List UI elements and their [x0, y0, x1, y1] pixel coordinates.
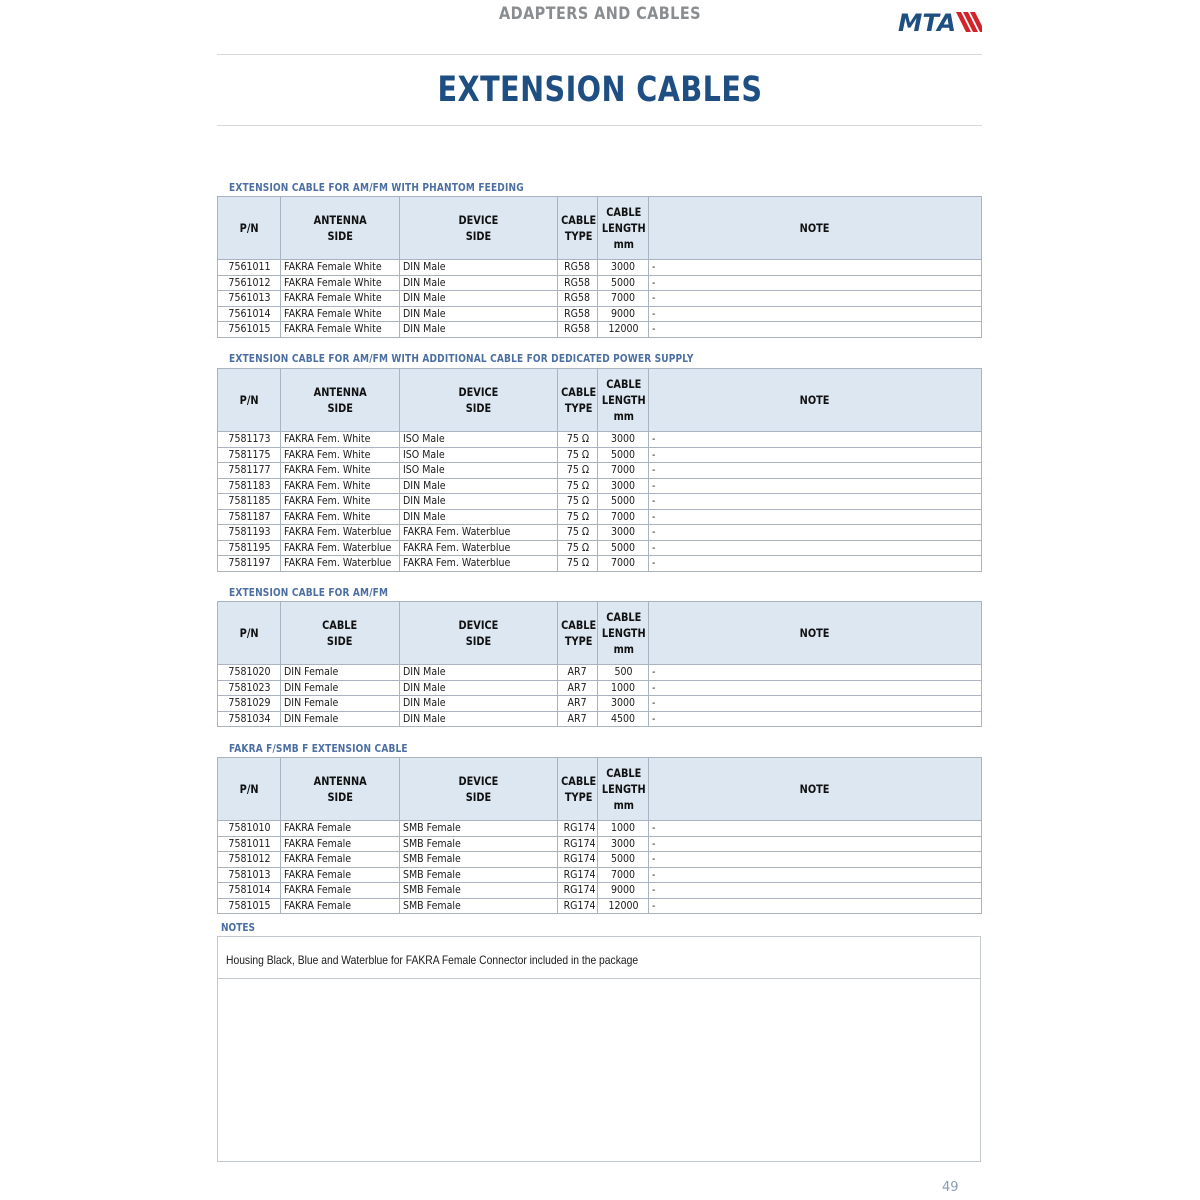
- table-cell: 5000: [598, 852, 649, 868]
- table-caption: FAKRA F/SMB F EXTENSION CABLE: [229, 742, 408, 755]
- table-cell: RG58: [558, 322, 598, 338]
- table-cell: 7581011: [218, 836, 281, 852]
- table-cell: 7561012: [218, 275, 281, 291]
- table-row: [218, 322, 982, 338]
- column-header: ANTENNA SIDE: [281, 369, 400, 432]
- table-cell: FAKRA Fem. White: [281, 478, 400, 494]
- column-header: ANTENNA SIDE: [281, 197, 400, 260]
- table-cell: -: [649, 463, 982, 479]
- table-cell: -: [649, 478, 982, 494]
- column-header: P/N: [218, 197, 281, 260]
- table-row: [218, 836, 982, 852]
- spec-table: [217, 196, 982, 338]
- table-cell: SMB Female: [400, 852, 558, 868]
- table-cell: 75 Ω: [558, 463, 598, 479]
- table-cell: 9000: [598, 306, 649, 322]
- column-header: CABLE SIDE: [281, 602, 400, 665]
- column-header: CABLE TYPE: [558, 758, 598, 821]
- table-row: [218, 867, 982, 883]
- table-cell: DIN Male: [400, 478, 558, 494]
- mta-logo: [896, 9, 982, 35]
- table-cell: 7581013: [218, 867, 281, 883]
- table-cell: 3000: [598, 696, 649, 712]
- table-cell: 75 Ω: [558, 478, 598, 494]
- table-cell: RG174: [558, 898, 598, 914]
- table-cell: -: [649, 867, 982, 883]
- table-cell: 5000: [598, 447, 649, 463]
- page-number: 49: [942, 1180, 959, 1195]
- table-row: [218, 540, 982, 556]
- table-cell: FAKRA Fem. White: [281, 447, 400, 463]
- column-header: P/N: [218, 602, 281, 665]
- table-cell: -: [649, 696, 982, 712]
- table-cell: RG174: [558, 852, 598, 868]
- table-cell: -: [649, 821, 982, 837]
- table-cell: -: [649, 665, 982, 681]
- table-caption: EXTENSION CABLE FOR AM/FM WITH PHANTOM FEEDING: [229, 181, 524, 194]
- table-cell: -: [649, 494, 982, 510]
- table-cell: 7581034: [218, 711, 281, 727]
- table-cell: FAKRA Female: [281, 867, 400, 883]
- table-cell: DIN Male: [400, 711, 558, 727]
- table-cell: SMB Female: [400, 867, 558, 883]
- table-row: [218, 852, 982, 868]
- table-cell: 3000: [598, 432, 649, 448]
- table-cell: 7000: [598, 867, 649, 883]
- table-cell: DIN Female: [281, 665, 400, 681]
- logo-text: MTA: [898, 9, 956, 35]
- table-cell: AR7: [558, 711, 598, 727]
- table-row: [218, 665, 982, 681]
- table-cell: AR7: [558, 696, 598, 712]
- spec-table: [217, 757, 982, 914]
- table-cell: 3000: [598, 478, 649, 494]
- table-row: [218, 447, 982, 463]
- table-cell: 5000: [598, 275, 649, 291]
- table-cell: -: [649, 275, 982, 291]
- table-cell: 75 Ω: [558, 509, 598, 525]
- table-cell: -: [649, 525, 982, 541]
- table-cell: 7000: [598, 509, 649, 525]
- table-cell: 7581187: [218, 509, 281, 525]
- table-cell: 7581195: [218, 540, 281, 556]
- table-cell: 7000: [598, 463, 649, 479]
- table-cell: 5000: [598, 494, 649, 510]
- table-cell: -: [649, 711, 982, 727]
- table-cell: -: [649, 322, 982, 338]
- table-cell: 12000: [598, 322, 649, 338]
- table-cell: DIN Male: [400, 680, 558, 696]
- table-cell: FAKRA Fem. White: [281, 494, 400, 510]
- header-divider: [217, 54, 982, 55]
- table-cell: FAKRA Fem. White: [281, 509, 400, 525]
- table-cell: -: [649, 447, 982, 463]
- table-cell: -: [649, 291, 982, 307]
- table-cell: DIN Male: [400, 696, 558, 712]
- table-cell: 1000: [598, 680, 649, 696]
- table-caption: EXTENSION CABLE FOR AM/FM: [229, 586, 389, 599]
- table-cell: DIN Male: [400, 494, 558, 510]
- table-caption: EXTENSION CABLE FOR AM/FM WITH ADDITIONAL CABLE FOR DEDICATED POWER SUPPLY: [229, 352, 694, 365]
- table-cell: 4500: [598, 711, 649, 727]
- table-row: [218, 696, 982, 712]
- column-header: DEVICE SIDE: [400, 369, 558, 432]
- table-row: [218, 478, 982, 494]
- table-cell: DIN Female: [281, 680, 400, 696]
- table-cell: 1000: [598, 821, 649, 837]
- table-cell: -: [649, 883, 982, 899]
- table-cell: -: [649, 306, 982, 322]
- column-header: CABLE LENGTH mm: [598, 602, 649, 665]
- table-cell: 75 Ω: [558, 432, 598, 448]
- title-divider: [217, 125, 982, 126]
- table-cell: FAKRA Female: [281, 883, 400, 899]
- table-cell: FAKRA Fem. Waterblue: [281, 540, 400, 556]
- column-header: CABLE TYPE: [558, 602, 598, 665]
- table-cell: 7581029: [218, 696, 281, 712]
- table-row: [218, 556, 982, 572]
- table-cell: DIN Female: [281, 711, 400, 727]
- table-cell: -: [649, 260, 982, 276]
- table-cell: 7000: [598, 291, 649, 307]
- table-row: [218, 432, 982, 448]
- table-cell: FAKRA Fem. White: [281, 463, 400, 479]
- table-cell: RG58: [558, 306, 598, 322]
- table-cell: 3000: [598, 525, 649, 541]
- table-cell: 75 Ω: [558, 525, 598, 541]
- table-cell: FAKRA Fem. Waterblue: [281, 556, 400, 572]
- notes-divider: [218, 978, 980, 979]
- table-cell: FAKRA Female White: [281, 291, 400, 307]
- table-cell: 12000: [598, 898, 649, 914]
- table-cell: 3000: [598, 836, 649, 852]
- table-row: [218, 680, 982, 696]
- table-cell: 7000: [598, 556, 649, 572]
- table-cell: DIN Male: [400, 322, 558, 338]
- column-header: NOTE: [649, 369, 982, 432]
- table-cell: 7581015: [218, 898, 281, 914]
- table-cell: -: [649, 540, 982, 556]
- column-header: NOTE: [649, 602, 982, 665]
- table-cell: -: [649, 898, 982, 914]
- table-cell: AR7: [558, 665, 598, 681]
- table-cell: RG58: [558, 260, 598, 276]
- table-cell: 7581023: [218, 680, 281, 696]
- table-cell: 7561015: [218, 322, 281, 338]
- table-row: [218, 509, 982, 525]
- section-header-title: ADAPTERS AND CABLES: [499, 4, 701, 24]
- table-cell: DIN Male: [400, 291, 558, 307]
- table-cell: 7581177: [218, 463, 281, 479]
- table-cell: FAKRA Female: [281, 852, 400, 868]
- column-header: CABLE TYPE: [558, 197, 598, 260]
- table-cell: 3000: [598, 260, 649, 276]
- table-cell: SMB Female: [400, 821, 558, 837]
- table-cell: FAKRA Female White: [281, 322, 400, 338]
- table-cell: 7581197: [218, 556, 281, 572]
- table-cell: ISO Male: [400, 447, 558, 463]
- table-cell: 7581175: [218, 447, 281, 463]
- table-cell: FAKRA Female White: [281, 275, 400, 291]
- spec-table: [217, 601, 982, 727]
- table-cell: RG58: [558, 275, 598, 291]
- table-cell: RG174: [558, 821, 598, 837]
- table-cell: DIN Male: [400, 306, 558, 322]
- table-cell: -: [649, 852, 982, 868]
- table-cell: SMB Female: [400, 898, 558, 914]
- table-cell: -: [649, 556, 982, 572]
- table-cell: 7561013: [218, 291, 281, 307]
- table-cell: FAKRA Female White: [281, 306, 400, 322]
- notes-box: [217, 936, 981, 1162]
- table-row: [218, 494, 982, 510]
- table-cell: SMB Female: [400, 836, 558, 852]
- table-row: [218, 821, 982, 837]
- table-cell: ISO Male: [400, 463, 558, 479]
- table-cell: RG174: [558, 867, 598, 883]
- column-header: CABLE LENGTH mm: [598, 197, 649, 260]
- table-cell: SMB Female: [400, 883, 558, 899]
- column-header: DEVICE SIDE: [400, 758, 558, 821]
- column-header: CABLE LENGTH mm: [598, 369, 649, 432]
- table-cell: -: [649, 680, 982, 696]
- table-cell: FAKRA Female: [281, 898, 400, 914]
- table-row: [218, 883, 982, 899]
- table-cell: FAKRA Fem. Waterblue: [281, 525, 400, 541]
- column-header: ANTENNA SIDE: [281, 758, 400, 821]
- table-cell: RG174: [558, 883, 598, 899]
- notes-text: Housing Black, Blue and Waterblue for FAKRA Female Connector included in the package: [226, 953, 639, 967]
- table-cell: ISO Male: [400, 432, 558, 448]
- column-header: CABLE TYPE: [558, 369, 598, 432]
- table-cell: -: [649, 432, 982, 448]
- table-cell: FAKRA Female: [281, 821, 400, 837]
- table-row: [218, 291, 982, 307]
- column-header: NOTE: [649, 197, 982, 260]
- table-row: [218, 463, 982, 479]
- notes-title: NOTES: [221, 921, 256, 934]
- table-cell: 5000: [598, 540, 649, 556]
- table-cell: 75 Ω: [558, 540, 598, 556]
- table-cell: 7581183: [218, 478, 281, 494]
- page-title: EXTENSION CABLES: [437, 70, 763, 110]
- table-cell: DIN Male: [400, 665, 558, 681]
- table-cell: 9000: [598, 883, 649, 899]
- table-cell: 7581185: [218, 494, 281, 510]
- table-cell: 75 Ω: [558, 447, 598, 463]
- table-cell: DIN Female: [281, 696, 400, 712]
- table-row: [218, 275, 982, 291]
- table-row: [218, 306, 982, 322]
- table-cell: 7581173: [218, 432, 281, 448]
- table-cell: 7561011: [218, 260, 281, 276]
- column-header: DEVICE SIDE: [400, 197, 558, 260]
- table-cell: 7581010: [218, 821, 281, 837]
- table-cell: -: [649, 509, 982, 525]
- table-cell: FAKRA Female White: [281, 260, 400, 276]
- column-header: P/N: [218, 758, 281, 821]
- column-header: P/N: [218, 369, 281, 432]
- column-header: DEVICE SIDE: [400, 602, 558, 665]
- table-cell: 75 Ω: [558, 556, 598, 572]
- table-cell: FAKRA Fem. Waterblue: [400, 525, 558, 541]
- column-header: CABLE LENGTH mm: [598, 758, 649, 821]
- table-cell: 7581020: [218, 665, 281, 681]
- table-row: [218, 711, 982, 727]
- table-cell: RG174: [558, 836, 598, 852]
- table-cell: 500: [598, 665, 649, 681]
- table-cell: FAKRA Fem. Waterblue: [400, 556, 558, 572]
- table-cell: 75 Ω: [558, 494, 598, 510]
- table-cell: FAKRA Fem. Waterblue: [400, 540, 558, 556]
- table-cell: RG58: [558, 291, 598, 307]
- table-cell: 7581012: [218, 852, 281, 868]
- table-cell: 7581193: [218, 525, 281, 541]
- table-cell: -: [649, 836, 982, 852]
- table-row: [218, 525, 982, 541]
- spec-table: [217, 368, 982, 572]
- table-cell: FAKRA Female: [281, 836, 400, 852]
- table-cell: DIN Male: [400, 275, 558, 291]
- table-cell: AR7: [558, 680, 598, 696]
- table-cell: 7561014: [218, 306, 281, 322]
- table-cell: DIN Male: [400, 509, 558, 525]
- column-header: NOTE: [649, 758, 982, 821]
- table-cell: 7581014: [218, 883, 281, 899]
- table-row: [218, 898, 982, 914]
- table-cell: FAKRA Fem. White: [281, 432, 400, 448]
- table-row: [218, 260, 982, 276]
- table-cell: DIN Male: [400, 260, 558, 276]
